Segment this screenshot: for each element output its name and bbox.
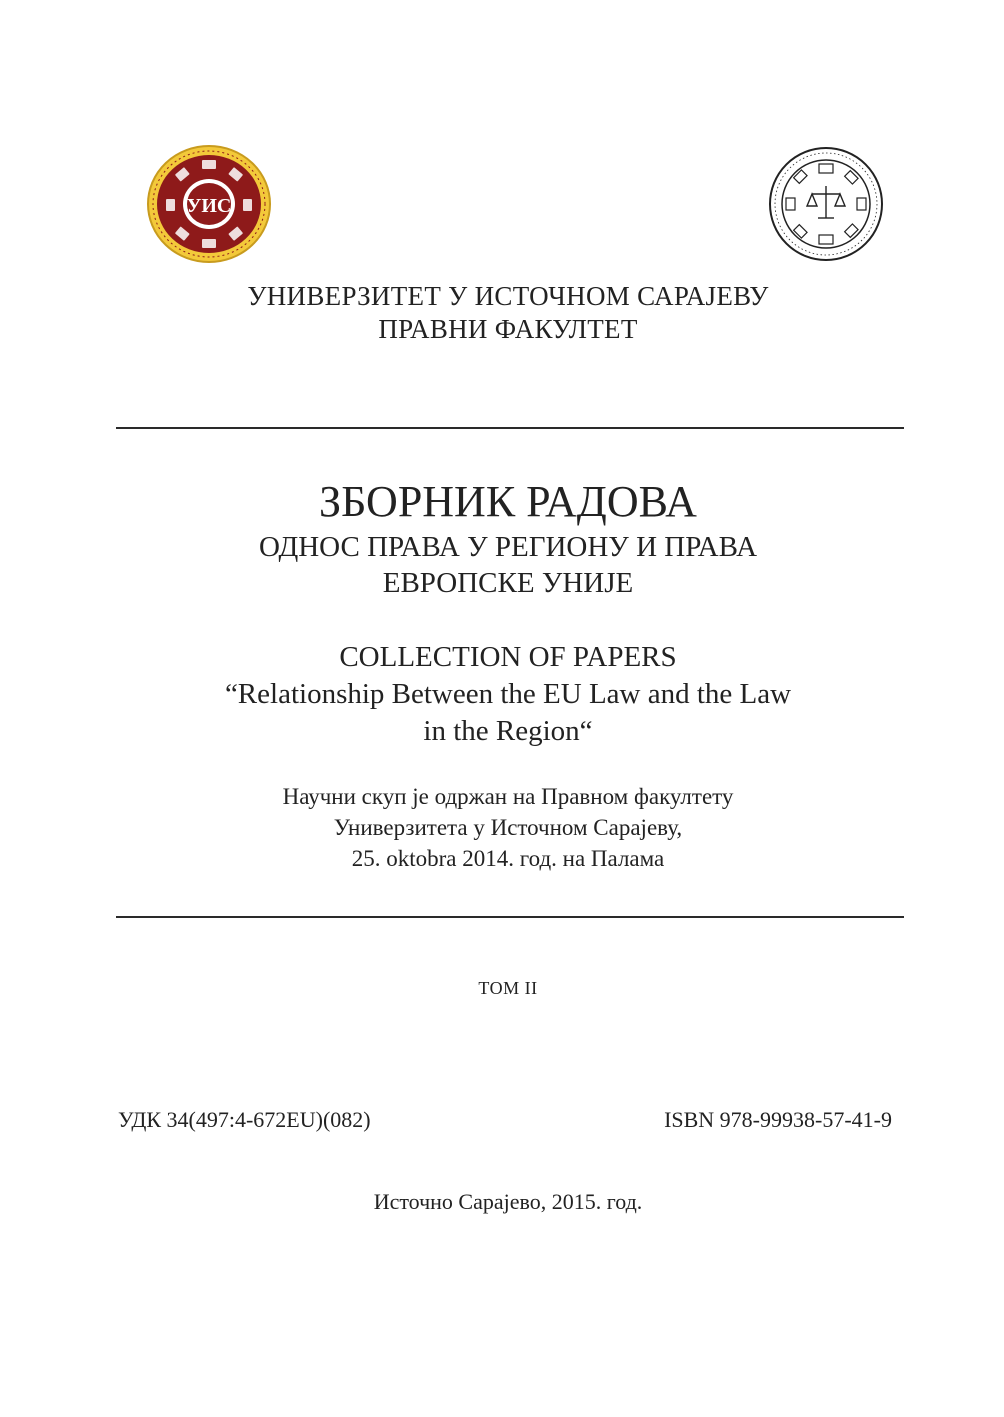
- university-header: [0, 280, 1004, 346]
- university-seal-logo: [146, 144, 272, 264]
- subtitle-line-2: ЕВРОПСКЕ УНИЈЕ: [382, 567, 634, 599]
- seal-monogram: УИС: [186, 195, 232, 217]
- top-divider: [116, 427, 904, 429]
- faculty-seal-logo: [768, 146, 884, 262]
- english-subtitle-line-1: “Relationship Between the EU Law and the Law: [224, 678, 792, 710]
- conference-note: [0, 781, 1004, 874]
- english-title: COLLECTION OF PAPERS: [339, 641, 677, 673]
- conference-line-1: Научни скуп је одржан на Правном факултету: [282, 784, 734, 809]
- collection-title: ЗБОРНИК РАДОВА: [319, 477, 697, 526]
- isbn-code: ISBN 978-99938-57-41-9: [664, 1107, 892, 1132]
- volume-label: ТОМ II: [478, 978, 538, 998]
- conference-line-3: 25. oktobra 2014. год. на Палама: [351, 846, 665, 871]
- conference-line-2: Универзитета у Источном Сарајеву,: [333, 815, 683, 840]
- faculty-seal-icon: [768, 146, 884, 262]
- english-subtitle: [0, 676, 1004, 750]
- collection-subtitle: [0, 529, 1004, 601]
- university-name: УНИВЕРЗИТЕТ У ИСТОЧНОМ САРАЈЕВУ: [247, 281, 769, 311]
- faculty-name: ПРАВНИ ФАКУЛТЕТ: [378, 314, 638, 344]
- bottom-divider: [116, 916, 904, 918]
- subtitle-line-1: ОДНОС ПРАВА У РЕГИОНУ И ПРАВА: [258, 531, 758, 563]
- english-subtitle-line-2: in the Region“: [423, 715, 593, 747]
- udk-code: УДК 34(497:4-672EU)(082): [118, 1107, 371, 1132]
- university-seal-icon: [146, 144, 272, 264]
- place-and-year: Источно Сарајево, 2015. год.: [373, 1189, 643, 1214]
